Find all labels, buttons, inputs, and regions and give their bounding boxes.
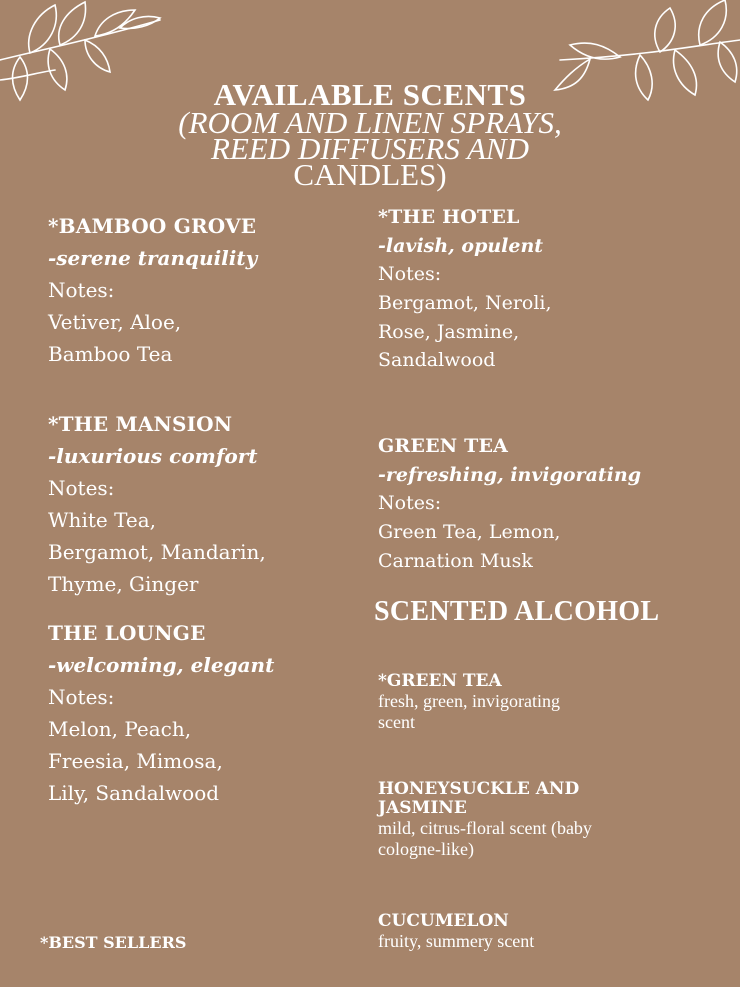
alcohol-item-honeysuckle-jasmine	[378, 780, 592, 860]
scent-the-hotel	[378, 203, 552, 375]
notes-line: Carnation Musk	[378, 549, 533, 572]
scent-description: -serene tranquility	[48, 246, 258, 270]
notes-line: Vetiver, Aloe,	[48, 310, 182, 334]
alcohol-item-green-tea	[378, 672, 560, 733]
scent-green-tea	[378, 432, 641, 575]
scent-name: *THE HOTEL	[378, 206, 520, 228]
scent-the-mansion	[48, 408, 266, 600]
notes-line: White Tea,	[48, 508, 156, 532]
subtitle-line-2: REED DIFFUSERS AND	[211, 131, 529, 166]
notes-line: Bamboo Tea	[48, 342, 173, 366]
scent-name: *BAMBOO GROVE	[48, 214, 257, 238]
best-sellers-note: *BEST SELLERS	[40, 933, 187, 952]
scent-description: -welcoming, elegant	[48, 653, 275, 677]
page-header	[0, 77, 740, 192]
page-title: AVAILABLE SCENTS	[213, 77, 527, 112]
subtitle-line-1: (ROOM AND LINEN SPRAYS,	[178, 105, 562, 140]
notes-line: Bergamot, Mandarin,	[48, 540, 266, 564]
notes-label: Notes:	[48, 685, 115, 709]
notes-label: Notes:	[48, 476, 115, 500]
notes-line: Melon, Peach,	[48, 717, 192, 741]
notes-line: Bergamot, Neroli,	[378, 292, 552, 315]
scent-description: -refreshing, invigorating	[378, 463, 641, 486]
alcohol-item-description: fresh, green, invigorating	[378, 691, 560, 711]
notes-line: Thyme, Ginger	[48, 572, 199, 596]
notes-label: Notes:	[378, 492, 442, 515]
scent-description: -lavish, opulent	[378, 234, 544, 257]
alcohol-item-description: mild, citrus-floral scent (baby	[378, 818, 592, 838]
scent-name: *THE MANSION	[48, 412, 233, 436]
alcohol-item-cucumelon	[378, 912, 534, 952]
alcohol-item-name: JASMINE	[378, 798, 467, 818]
scent-name: GREEN TEA	[378, 435, 509, 457]
scent-description: -luxurious comfort	[48, 444, 258, 468]
notes-label: Notes:	[48, 278, 115, 302]
scent-name: THE LOUNGE	[48, 621, 206, 645]
notes-line: Freesia, Mimosa,	[48, 749, 223, 773]
notes-line: Green Tea, Lemon,	[378, 521, 561, 544]
alcohol-item-name: CUCUMELON	[378, 911, 509, 931]
alcohol-item-description: cologne-like)	[378, 839, 474, 859]
alcohol-item-description: scent	[378, 712, 415, 732]
notes-line: Lily, Sandalwood	[48, 781, 220, 805]
notes-line: Sandalwood	[378, 349, 496, 372]
alcohol-item-name: *GREEN TEA	[378, 671, 502, 691]
alcohol-item-name: HONEYSUCKLE AND	[378, 779, 580, 799]
subtitle-line-3: CANDLES)	[293, 157, 447, 192]
scent-the-lounge	[48, 617, 274, 809]
notes-label: Notes:	[378, 263, 442, 286]
alcohol-item-description: fruity, summery scent	[378, 931, 535, 951]
scent-bamboo-grove	[48, 210, 257, 370]
notes-line: Rose, Jasmine,	[378, 320, 520, 343]
scented-alcohol-heading: SCENTED ALCOHOL	[374, 596, 660, 627]
